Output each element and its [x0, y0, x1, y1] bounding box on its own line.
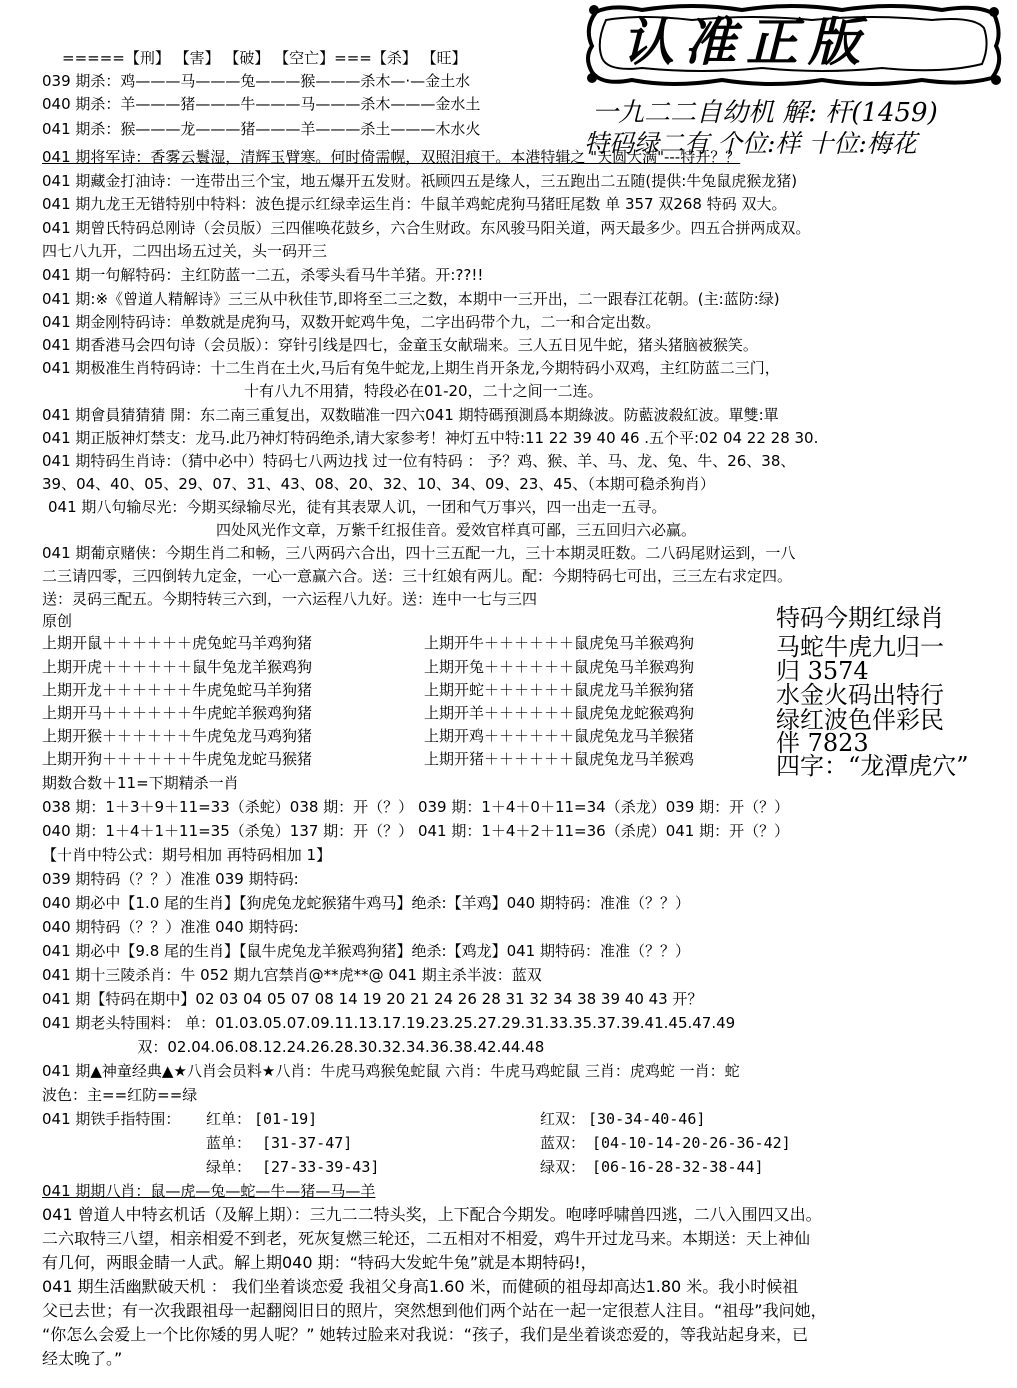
text-line: 041 期老头特围料： 单：01.03.05.07.09.11.13.17.19.23.25.27.29.31.33.35.37.39.41.45.47.49 [42, 1014, 736, 1032]
kill-row-039: 039 期杀：鸡———马———兔———猴———杀木—·—金土水 [42, 72, 471, 90]
side-box-line: 特码今期红绿肖 [776, 604, 944, 632]
text-line: 038 期：1＋3＋9＋11=33（杀蛇）038 期：开（？） 039 期：1＋4＋0＋11=34（杀龙）039 期：开（？） [42, 798, 790, 816]
green-single-label: 绿单： [206, 1158, 252, 1176]
text-line: 四七八九开，二四出场五过关，头一码开三 [42, 242, 328, 260]
text-line: 送：灵码三配五。今期特转三六到，一六运程八九好。送：连中一七与三四 [42, 590, 538, 608]
text-line: 040 期必中【1.0 尾的生肖】【狗虎兔龙蛇猴猪牛鸡马】绝杀:【羊鸡】040 期特码：准准（？？） [42, 894, 690, 912]
text-line: 波色：主==红防==绿 [42, 1086, 198, 1104]
text-line: 041 期藏金打油诗：一连带出三个宝，地五爆开五发财。祇顾四五是缘人，三五跑出二五随(提供:牛兔鼠虎猴龙猪) [42, 172, 798, 190]
grid-left-row: 上期开鼠＋＋＋＋＋＋虎兔蛇马羊鸡狗猪 [42, 634, 313, 652]
grid-left-row: 上期开狗＋＋＋＋＋＋牛虎兔龙蛇马猴猪 [42, 750, 313, 768]
text-line: 期数合数＋11=下期精杀一肖 [42, 774, 239, 792]
text-line: 041 期八句输尽光：今期买绿输尽光，徒有其表眾人讥，一团和气万事兴，四一出走一五寻。 [48, 498, 667, 516]
text-line: 041 期香港马会四句诗（会员版）：穿针引线是四七，金童玉女献瑞来。三人五日见牛蛇，猪头猪脑被猴笑。 [42, 336, 758, 354]
grid-left-row: 上期开猴＋＋＋＋＋＋牛虎兔龙马鸡狗猪 [42, 727, 313, 745]
text-line: 041 期特码生肖诗：（猜中必中）特码七八两边找 过一位有特码 ： 予？鸡、猴、羊、马、龙、兔、牛、26、38、 [42, 452, 796, 470]
kill-row-041: 041 期杀：猴———龙———猪———羊———杀土———木水火 [42, 120, 481, 138]
text-line: 39、04、40、05、29、07、31、43、08、20、32、10、34、09、23、45、（本期可稳杀狗肖） [42, 475, 715, 493]
blue-single: [31-37-47] [262, 1134, 353, 1152]
grid-left-row: 上期开虎＋＋＋＋＋＋鼠牛兔龙羊猴鸡狗 [42, 658, 313, 676]
grid-right-row: 上期开牛＋＋＋＋＋＋鼠虎兔马羊猴鸡狗 [424, 634, 695, 652]
grid-left-row: 上期开马＋＋＋＋＋＋牛虎蛇羊猴鸡狗猪 [42, 704, 313, 722]
green-double: [06-16-28-32-38-44] [592, 1158, 764, 1176]
grid-left-row: 上期开龙＋＋＋＋＋＋牛虎兔蛇马羊狗猪 [42, 681, 313, 699]
text-line: 041 期金刚特码诗：单数就是虎狗马，双数开蛇鸡牛兔，二字出码带个九，二一和合定出数。 [42, 313, 661, 331]
text-line: 041 期:※《曾道人精解诗》三三从中秋佳节,即将至二三之数，本期中一三开出，二一跟春江花朝。(主:蓝防:绿) [42, 290, 780, 308]
text-line: 041 期一句解特码：主红防蓝一二五，杀零头看马牛羊猪。开:??!! [42, 266, 484, 284]
text-line: 041 期十三陵杀肖：牛 052 期九宫禁肖@**虎**@ 041 期主杀半波：蓝双 [42, 966, 542, 984]
text-line: 041 期葡京赌侠：今期生肖二和畅，三八两码六合出，四十三五配一九，三十本期灵旺数。二八码尾财运到，一八 [42, 544, 796, 562]
text-line: 041 期【特码在期中】02 03 04 05 07 08 14 19 20 21 24 26 28 31 32 34 38 39 40 43 开？ [42, 990, 703, 1008]
blue-double: [04-10-14-20-26-36-42] [592, 1134, 791, 1152]
side-box-line: 四字：“龙潭虎穴” [776, 752, 969, 780]
blue-single-label: 蓝单： [206, 1134, 252, 1152]
side-box-line: 水金火码出特行 [776, 681, 944, 709]
text-line: 原创 [42, 612, 73, 630]
grid-right-row: 上期开蛇＋＋＋＋＋＋鼠虎龙马羊猴狗猪 [424, 681, 695, 699]
iron-label: 041 期铁手指特围： [42, 1110, 181, 1128]
text-line: 041 期正版神灯禁支：龙马.此乃神灯特码绝杀,请大家参考！神灯五中特:11 22 39 40 46 .五个平:02 04 22 28 30. [42, 429, 819, 447]
red-double-label: 红双： [540, 1110, 586, 1128]
green-double-label: 绿双： [540, 1158, 586, 1176]
text-line: 十有八九不用猜，特段必在01-20，二十之间一二连。 [244, 382, 603, 400]
grid-right-row: 上期开鸡＋＋＋＋＋＋鼠虎兔龙马羊猴猪 [424, 727, 695, 745]
text-line: 经太晚了。” [42, 1349, 123, 1368]
red-single: [01-19] [254, 1110, 318, 1128]
text-line: 四处风光作文章，万紫千红报佳音。爱效官样真可鄙，三五回归六必赢。 [216, 521, 697, 539]
red-double: [30-34-40-46] [588, 1110, 706, 1128]
text-line: 【十肖中特公式：期号相加 再特码相加 1】 [42, 846, 332, 864]
text-line: 父已去世；有一次我跟祖母一起翻阅旧日的照片，突然想到他们两个站在一起一定很惹人注目。“祖母”我问她， [42, 1301, 827, 1320]
text-line: “你怎么会爱上一个比你矮的男人呢？” 她转过脸来对我说：“孩子，我们是坐着谈恋爱的，等我站起身来，已 [42, 1325, 808, 1344]
text-line: 041 期九龙王无错特别中特料：波色提示红绿幸运生肖：牛鼠羊鸡蛇虎狗马猪旺尾数 单 357 双268 特码 双大。 [42, 195, 787, 213]
side-box-line: 归 3574 [776, 657, 869, 685]
red-single-label: 红单： [206, 1110, 252, 1128]
text-line: 041 期會員猜猜猜 開：东二南三重复出，双数瞄准一四六041 期特碼預測爲本期綠波。防藍波殺紅波。單雙:單 [42, 406, 779, 424]
handwritten-note-2: 特码绿二有 个位:样 十位:梅花 [584, 129, 917, 158]
grid-right-row: 上期开猪＋＋＋＋＋＋鼠虎兔龙马羊猴鸡 [424, 750, 695, 768]
handwritten-note-1: 一九二二自幼机 解: 杆(1459) [592, 98, 938, 128]
text-line: 040 期特码（？？）准准 040 期特码: [42, 918, 299, 936]
side-box-line: 绿红波色伴彩民 [776, 706, 944, 734]
text-line: 040 期：1＋4＋1＋11=35（杀兔）137 期：开（？） 041 期：1＋4＋2＋11=36（杀虎）041 期：开（？） [42, 822, 790, 840]
side-box-line: 伴 7823 [776, 729, 869, 757]
text-line: 二三请四零，三四倒转九定金，一心一意赢六合。送：三十红娘有两儿。配：今期特码七可出，三三左右求定四。 [42, 567, 793, 585]
text-line: 二六取特三八望，相亲相爱不到老，死灰复燃三轮还，二五相对不相爱，鸡牛开过龙马来。本期送：天上神仙 [42, 1229, 811, 1248]
blue-double-label: 蓝双： [540, 1134, 586, 1152]
text-line: 041 期生活幽默破天机 ： 我们坐着谈恋爱 我祖父身高1.60 米，而健硕的祖母却高达1.80 米。我小时候祖 [42, 1277, 799, 1296]
authentic-stamp [582, 2, 1007, 88]
header-row: =====【刑】 【害】 【破】 【空亡】===【杀】 【旺】 [62, 49, 467, 67]
text-line: 041 期将军诗：香雾云鬟湿，清辉玉臂寒。何时倚需幌，双照泪痕干。本港特辑之 "天圆大满"---特开？？ [42, 148, 741, 166]
side-box-line: 马蛇牛虎九归一 [776, 633, 944, 661]
text-line: 039 期特码（？？）准准 039 期特码: [42, 870, 299, 888]
green-single: [27-33-39-43] [262, 1158, 380, 1176]
text-line: 041 期曾氏特码总刚诗（会员版）三四催唤花鼓乡，六合生财政。东风骏马阳关道，两天最多少。四五合拼两成双。 [42, 219, 811, 237]
text-line: 041 曾道人中特玄机话（及解上期）：三九二二特头奖，上下配合今期发。咆哮呼啸兽四逃，二八入围四又出。 [42, 1205, 822, 1224]
text-line: 041 期必中【9.8 尾的生肖】【鼠牛虎兔龙羊猴鸡狗猪】绝杀:【鸡龙】041 期特码：准准（？？） [42, 942, 690, 960]
text-line: 041 期▲神童经典▲★八肖会员料★八肖：牛虎马鸡猴兔蛇鼠 六肖：牛虎马鸡蛇鼠 三肖：虎鸡蛇 一肖：蛇 [42, 1062, 740, 1080]
text-line: 041 期期八肖：鼠—虎—兔—蛇—牛—猪—马—羊 [42, 1182, 376, 1200]
kill-row-040: 040 期杀：羊———猪———牛———马———杀木———金水土 [42, 95, 481, 113]
grid-right-row: 上期开兔＋＋＋＋＋＋鼠虎兔马羊猴鸡狗 [424, 658, 695, 676]
text-line: 有几何，两眼金睛一人武。解上期040 期：“特码大发蛇牛兔”就是本期特码!， [42, 1253, 597, 1272]
text-line: 041 期极准生肖特码诗：十二生肖在土火,马后有兔牛蛇龙,上期生肖开条龙,今期特码小双鸡，主红防蓝二三门， [42, 359, 780, 377]
text-line: 双：02.04.06.08.12.24.26.28.30.32.34.36.38.42.44.48 [42, 1038, 545, 1056]
grid-right-row: 上期开羊＋＋＋＋＋＋鼠虎兔龙蛇猴鸡狗 [424, 704, 695, 722]
stamp-text: 认准正版 [622, 12, 871, 73]
